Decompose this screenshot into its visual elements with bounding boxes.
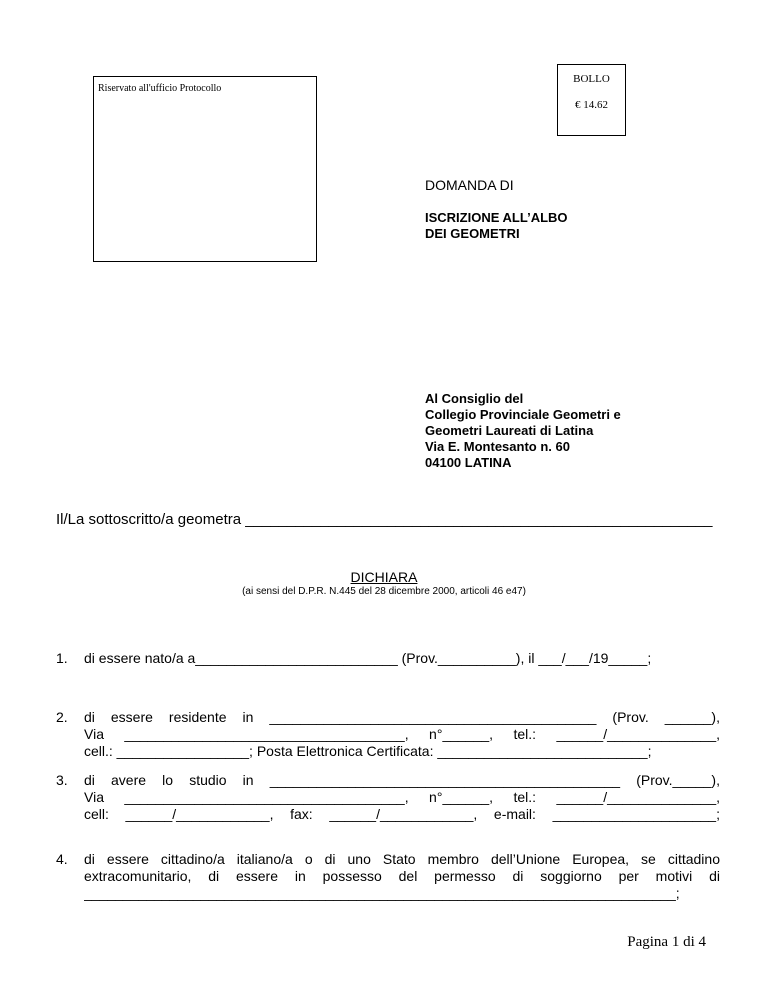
recipient-address (425, 391, 621, 471)
recipient-line: Al Consiglio del (425, 391, 524, 406)
declaration-reference: (ai sensi del D.P.R. N.445 del 28 dicembre 2000, articoli 46 e47) (242, 586, 526, 597)
document-subject (425, 210, 568, 242)
item-line: cell.: _________________; Posta Elettronica Certificata: ___________________________; (84, 743, 652, 759)
item-line: di essere cittadino/a italiano/a o di uno Stato membro dell’Unione Europea, se cittadino (84, 851, 720, 867)
item-number: 1. (56, 650, 68, 666)
item-number: 3. (56, 772, 68, 788)
item-line: di essere nato/a a__________________________ (Prov.__________), il ___/___/19_____; (84, 650, 652, 666)
item-line: di avere lo studio in _____________________________________________ (Prov._____), (84, 772, 720, 788)
item-number: 4. (56, 851, 68, 867)
recipient-line: 04100 LATINA (425, 455, 512, 470)
signer-name-line: Il/La sottoscritto/a geometra ________________________________________________________ (56, 511, 713, 528)
declaration-title: DICHIARA (350, 569, 418, 585)
document-kind: DOMANDA DI (425, 177, 514, 193)
item-line: extracomunitario, di essere in possesso del permesso di soggiorno per motivi di (84, 868, 720, 884)
declaration-item-1 (56, 650, 720, 667)
item-line: Via ____________________________________, n°______, tel.: ______/______________, (84, 789, 720, 805)
recipient-line: Geometri Laureati di Latina (425, 423, 594, 438)
recipient-line: Collegio Provinciale Geometri e (425, 407, 621, 422)
item-line: cell: ______/____________, fax: ______/____________, e-mail: _____________________; (84, 806, 720, 822)
item-number: 2. (56, 709, 68, 725)
item-line: di essere residente in __________________________________________ (Prov. ______), (84, 709, 720, 725)
declaration-item-4 (56, 851, 720, 902)
declaration-item-3 (56, 772, 720, 823)
protocol-office-box (93, 76, 317, 262)
revenue-stamp-amount: € 14.62 (575, 99, 608, 111)
document-subject-line: DEI GEOMETRI (425, 226, 520, 241)
revenue-stamp-box (557, 64, 626, 136)
declaration-item-2 (56, 709, 720, 760)
item-line: ____________________________________________________________________________; (84, 885, 680, 901)
item-line: Via ____________________________________, n°______, tel.: ______/______________, (84, 726, 720, 742)
protocol-office-label: Riservato all'ufficio Protocollo (98, 83, 222, 94)
revenue-stamp-title: BOLLO (573, 73, 610, 85)
recipient-line: Via E. Montesanto n. 60 (425, 439, 570, 454)
document-subject-line: ISCRIZIONE ALL’ALBO (425, 210, 568, 225)
page-number: Pagina 1 di 4 (627, 934, 706, 950)
